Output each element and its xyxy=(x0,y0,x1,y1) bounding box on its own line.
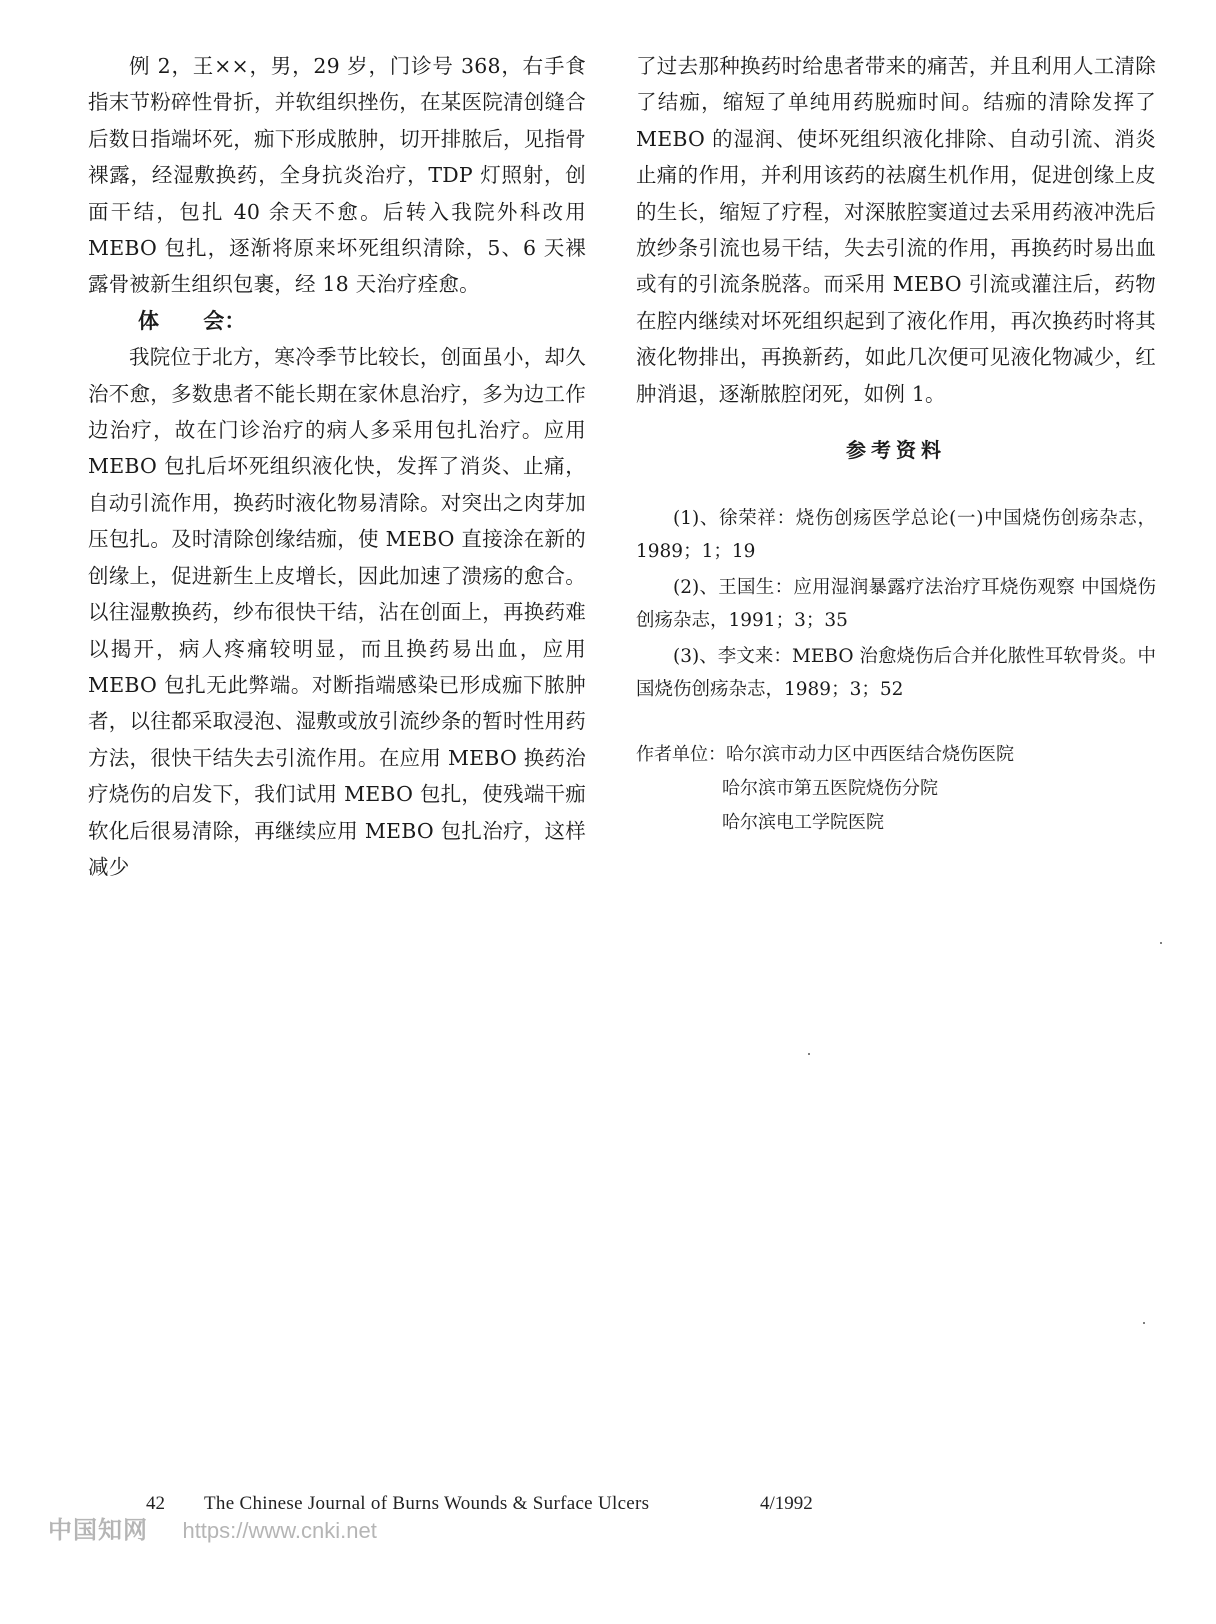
discussion-continued-paragraph: 了过去那种换药时给患者带来的痛苦，并且利用人工清除了结痂，缩短了单纯用药脱痂时间。结痂的清除发挥了 MEBO 的湿润、使坏死组织液化排除、自动引流、消炎止痛的作用，并利用该药的祛腐生机作用，促进创缘上皮的生长，缩短了疗程，对深脓腔窦道过去采用药液冲洗后放纱条引流也易干结，失去引流的作用，再换药时易出血或有的引流条脱落。而采用 MEBO 引流或灌注后，药物在腔内继续对坏死组织起到了液化作用，再次换药时将其液化物排出，再换新药，如此几次便可见液化物减少，红肿消退，逐渐脓腔闭死，如例 1。 xyxy=(636,54,1156,406)
left-column xyxy=(88,48,586,885)
cnki-watermark xyxy=(48,1510,377,1545)
references-list xyxy=(636,503,1156,706)
references-title: 参考资料 xyxy=(846,438,946,463)
watermark-brand: 中国知网 xyxy=(48,1517,148,1544)
affiliation-label: 作者单位： xyxy=(636,744,726,766)
case-2-paragraph: 例 2，王××，男，29 岁，门诊号 368，右手食指末节粉碎性骨折，并软组织挫伤，在某医院清创缝合后数日指端坏死，痂下形成脓肿，切开排脓后，见指骨裸露，经湿敷换药，全身抗炎治疗，TDP 灯照射，创面干结，包扎 40 余天不愈。后转入我院外科改用 MEBO 包扎，逐渐将原来坏死组织清除，5、6 天裸露骨被新生组织包裹，经 18 天治疗痊愈。 xyxy=(88,54,586,297)
discussion-paragraph: 我院位于北方，寒冷季节比较长，创面虽小，却久治不愈，多数患者不能长期在家休息治疗，多为边工作边治疗，故在门诊治疗的病人多采用包扎治疗。应用 MEBO 包扎后坏死组织液化快，发挥了消炎、止痛，自动引流作用，换药时液化物易清除。对突出之肉芽加压包扎。及时清除创缘结痂，使 MEBO 直接涂在新的创缘上，促进新生上皮增长，因此加速了溃疡的愈合。以往湿敷换药，纱布很快干结，沾在创面上，再换药难以揭开，病人疼痛较明显，而且换药易出血，应用 MEBO 包扎无此弊端。对断指端感染已形成痂下脓肿者，以往都采取浸泡、湿敷或放引流纱条的暂时性用药方法，很快干结失去引流作用。在应用 MEBO 换药治疗烧伤的启发下，我们试用 MEBO 包扎，使残端干痂软化后很易清除，再继续应用 MEBO 包扎治疗，这样减少 xyxy=(88,345,586,879)
page-number: 42 xyxy=(146,1493,165,1514)
journal-issue: 4/1992 xyxy=(760,1493,813,1514)
author-affiliation xyxy=(636,738,1156,840)
affiliation-org: 哈尔滨市第五医院烧伤分院 xyxy=(722,778,938,800)
scan-speck xyxy=(1160,942,1162,944)
scan-speck xyxy=(808,1053,810,1055)
reference-item: (2)、王国生：应用湿润暴露疗法治疗耳烧伤观察 中国烧伤创疡杂志，1991；3；35 xyxy=(636,577,1156,631)
journal-name: The Chinese Journal of Burns Wounds & Surface Ulcers xyxy=(204,1493,650,1514)
scan-speck xyxy=(1143,1322,1145,1324)
section-heading-part-2: 会： xyxy=(203,307,246,333)
reference-item: (3)、李文来：MEBO 治愈烧伤后合并化脓性耳软骨炎。中国烧伤创疡杂志，1989；3；52 xyxy=(636,646,1156,700)
section-heading-part-1: 体 xyxy=(138,307,160,333)
affiliation-org: 哈尔滨市动力区中西医结合烧伤医院 xyxy=(726,744,1014,766)
right-column xyxy=(636,48,1156,840)
reference-item: (1)、徐荣祥：烧伤创疡医学总论(一)中国烧伤创疡杂志，1989；1；19 xyxy=(636,508,1156,562)
affiliation-org: 哈尔滨电工学院医院 xyxy=(722,812,884,834)
section-heading-discussion xyxy=(88,303,586,339)
watermark-url: https://www.cnki.net xyxy=(182,1518,377,1543)
